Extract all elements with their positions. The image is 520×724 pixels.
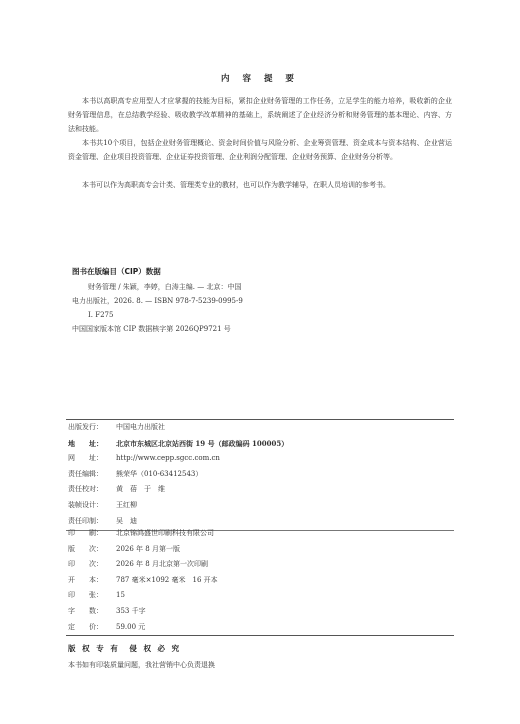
price-label: 定 价： <box>68 622 103 631</box>
copyright-note: 本书如有印装质量问题，我社营销中心负责退换 <box>68 661 215 669</box>
printing-info <box>68 526 452 635</box>
print-supervisor-value: 吴 迪 <box>116 516 137 525</box>
word-count-label: 字 数： <box>68 606 103 615</box>
format-label: 开 本： <box>68 575 103 584</box>
printer-label: 印 刷： <box>68 529 103 537</box>
publisher-label: 出版发行： <box>68 423 103 431</box>
website-row <box>68 451 452 467</box>
sheets-row <box>68 588 452 604</box>
cip-line-1: 财务管理 / 朱颖，李婷，白涛主编. — 北京：中国 <box>88 283 242 291</box>
summary-paragraph-2: 本书共10个项目，包括企业财务管理概论、资金时间价值与风险分析、企业筹资管理、资金成本与资本结构、企业营运资金管理、企业项目投资管理、企业证券投资管理、企业利润分配管理、企业财务预算、企业财务分析等。 <box>68 139 452 161</box>
proofreader-row <box>68 482 452 498</box>
designer-label: 装帧设计： <box>68 500 103 509</box>
website-label: 网 址： <box>68 454 103 463</box>
address-label: 地 址： <box>68 438 103 448</box>
address-row <box>68 436 452 452</box>
divider-bottom <box>66 635 454 636</box>
summary-paragraph-3: 本书可以作为高职高专会计类、管理类专业的教材，也可以作为教学辅导，在职人员培训的参考书。 <box>82 181 390 189</box>
publisher-row <box>68 420 452 436</box>
print-supervisor-label: 责任印制： <box>68 516 103 525</box>
format-value: 787 毫米×1092 毫米 16 开本 <box>116 575 218 584</box>
edition-label: 版 次： <box>68 544 103 553</box>
sheets-label: 印 张： <box>68 591 103 600</box>
edition-value: 2026 年 8 月第一版 <box>116 544 180 553</box>
cip-title: 图书在版编目（CIP）数据 <box>72 267 161 276</box>
cip-line-4: 中国国家版本馆 CIP 数据核字第 2026QP9721 号 <box>72 325 231 333</box>
publisher-value: 中国电力出版社 <box>116 423 165 431</box>
proofreader-label: 责任校对： <box>68 485 103 494</box>
designer-value: 王红柳 <box>116 500 137 509</box>
sheets-value: 15 <box>116 591 125 600</box>
cip-line-3: Ⅰ. F275 <box>88 311 114 319</box>
website-value: http://www.cepp.sgcc.com.cn <box>116 454 220 463</box>
printer-value: 北京锦鸿盛世印刷科技有限公司 <box>116 529 214 537</box>
copyright-title: 版 权 专 有 侵 权 必 究 <box>68 644 182 653</box>
summary-title: 内 容 提 要 <box>221 74 299 84</box>
impression-label: 印 次： <box>68 560 103 569</box>
word-count-row <box>68 604 452 620</box>
format-row <box>68 573 452 589</box>
printer-row <box>68 526 452 542</box>
impression-row <box>68 557 452 573</box>
designer-row <box>68 498 452 514</box>
cip-line-2: 电力出版社，2026. 8. — ISBN 978-7-5239-0995-9 <box>72 297 243 305</box>
price-value: 59.00 元 <box>116 622 146 631</box>
impression-value: 2026 年 8 月北京第一次印刷 <box>116 560 208 569</box>
editor-label: 责任编辑： <box>68 469 103 478</box>
address-value: 北京市东城区北京站西街 19 号（邮政编码 100005） <box>116 438 289 448</box>
summary-paragraph-1: 本书以高职高专应用型人才应掌握的技能为目标，紧扣企业财务管理的工作任务，立足学生的能力培养，吸收新的企业财务管理信息，在总结教学经验、吸收教学改革精神的基础上，系统阐述了企业经济分析和财务管理的基本理论、内容、方法和技能。 <box>68 97 452 133</box>
cip-block <box>72 280 452 336</box>
editor-row <box>68 467 452 483</box>
word-count-value: 353 千字 <box>116 606 146 615</box>
proofreader-value: 黄 蓓 于 维 <box>116 485 165 494</box>
price-row <box>68 620 452 636</box>
edition-row <box>68 542 452 558</box>
publisher-info <box>68 420 452 529</box>
editor-value: 熊荣华（010-63412543） <box>116 469 203 478</box>
